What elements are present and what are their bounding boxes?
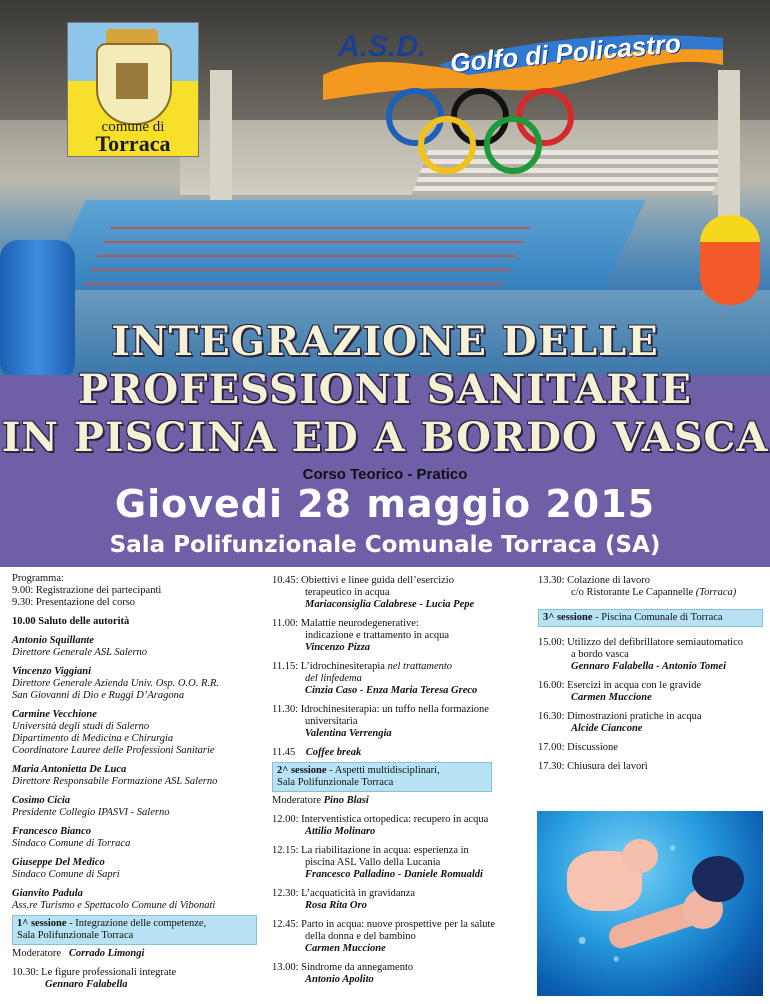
session-number: 1^ sessione	[17, 918, 67, 929]
speaker-name: Carmine Vecchione	[12, 709, 97, 720]
talk-speaker: Francesco Palladino - Daniele Romualdi	[305, 869, 483, 880]
session-number: 2^ sessione	[277, 765, 327, 776]
speaker-role: Università degli studi di Salerno	[12, 721, 150, 732]
program-column-3	[538, 575, 763, 773]
talk-title-cont: a bordo vasca	[571, 649, 629, 660]
underwater-photo	[537, 811, 763, 996]
float-toy	[700, 215, 760, 305]
speaker-name: Francesco Bianco	[12, 826, 92, 837]
moderator-label: Moderatore	[272, 795, 324, 806]
talk-title: 17.30: Chiusura dei lavori	[538, 761, 648, 772]
session-place: Sala Polifunzionale Torraca	[17, 930, 134, 941]
speaker-block	[12, 764, 257, 788]
olympic-rings-icon	[380, 85, 580, 180]
logo-line1: comune di	[101, 119, 165, 135]
talk-location: (Torraca)	[695, 587, 737, 598]
speaker-role: Coordinatore Lauree delle Professioni Sanitarie	[12, 745, 215, 756]
lane-ropes	[84, 215, 537, 285]
course-subtitle: Corso Teorico - Pratico	[302, 466, 468, 483]
speaker-block	[12, 795, 257, 819]
speaker-block	[12, 635, 257, 659]
speaker-role: Direttore Responsabile Formazione ASL Salerno	[12, 776, 218, 787]
event-venue: Sala Polifunzionale Comunale Torraca (SA)	[109, 532, 661, 558]
moderator-name: Corrado Limongi	[68, 948, 145, 959]
program-heading: Programma:	[12, 573, 64, 584]
talk-title: 11.15: L’idrochinesiterapia	[272, 661, 388, 672]
program-item: 10.00 Saluto delle autorità	[12, 616, 130, 627]
speaker-role: Presidente Collegio IPASVI - Salerno	[12, 807, 170, 818]
talk-speaker: Rosa Rita Oro	[305, 900, 367, 911]
talk-title: 10.45: Obiettivi e linee guida dell’esercizio	[272, 575, 454, 586]
talk-title-cont: della donna e del bambino	[305, 931, 416, 942]
break-time: 11.45	[272, 747, 296, 758]
title-line3: IN PISCINA ED A BORDO VASCA	[1, 414, 769, 461]
bubbles	[537, 811, 763, 996]
speaker-block	[12, 709, 257, 757]
speaker-role: Direttore Generale ASL Salerno	[12, 647, 148, 658]
session-box	[272, 762, 492, 792]
logo-line2: Torraca	[95, 131, 171, 156]
session-box	[538, 609, 763, 627]
title-line2: PROFESSIONI SANITARIE	[78, 366, 692, 413]
session-box	[12, 915, 257, 945]
talk-speaker: Vincenzo Pizza	[305, 642, 371, 653]
session-title: - Aspetti multidisciplinari,	[326, 765, 440, 776]
session-place: Sala Polifunzionale Torraca	[277, 777, 394, 788]
talk-title: 16.00: Esercizi in acqua con le gravide	[538, 680, 701, 691]
speaker-role: Dipartimento di Medicina e Chirurgia	[12, 733, 174, 744]
talk-title: 13.00: Sindrome da annegamento	[272, 962, 414, 973]
talk-speaker: Gennaro Falabella	[45, 979, 128, 990]
talk-title-cont: universitaria	[305, 716, 358, 727]
program-item: 9.00: Registrazione dei partecipanti	[12, 585, 162, 596]
speaker-block	[12, 666, 257, 702]
talk-title: 12.15: La riabilitazione in acqua: esperienza in	[272, 845, 469, 856]
speaker-name: Maria Antonietta De Luca	[12, 764, 127, 775]
talk-title: 12.45: Parto in acqua: nuove prospettive per la salute	[272, 919, 496, 930]
tower-icon	[116, 63, 148, 99]
speaker-block	[12, 857, 257, 881]
talk-title: 16.30: Dimostrazioni pratiche in acqua	[538, 711, 702, 722]
talk-speaker: Alcide Ciancone	[571, 723, 643, 734]
talk-speaker: Cinzia Caso - Enza Maria Teresa Greco	[305, 685, 478, 696]
title-line1: INTEGRAZIONE DELLE	[111, 318, 659, 365]
talk-title-cont: c/o Ristorante Le Capannelle	[571, 587, 696, 598]
talk-title-italic: nel trattamento	[387, 661, 453, 672]
talk-title: 17.00: Discussione	[538, 742, 618, 753]
club-prefix: A.S.D.	[338, 30, 427, 63]
speaker-role: Sindaco Comune di Sapri	[12, 869, 120, 880]
coffee-break: Coffee break	[305, 747, 362, 758]
talk-title-cont: piscina ASL Vallo della Lucania	[305, 857, 441, 868]
session-title: - Piscina Comunale di Torraca	[592, 612, 723, 623]
talk-speaker: Mariaconsiglia Calabrese - Lucia Pepe	[305, 599, 475, 610]
speaker-block	[12, 826, 257, 850]
talk-speaker: Carmen Muccione	[305, 943, 386, 954]
speaker-role: Direttore Generale Azienda Univ. Osp. O.O. R.R.	[12, 678, 220, 689]
speaker-name: Giuseppe Del Medico	[12, 857, 105, 868]
talk-title: 10.30: Le figure professionali integrate	[12, 967, 177, 978]
speaker-role: San Giovanni di Dio e Ruggi D’Aragona	[12, 690, 185, 701]
talk-speaker: Carmen Muccione	[571, 692, 652, 703]
club-name: Golfo di Policastro	[449, 27, 682, 79]
program-item: 9.30: Presentazione del corso	[12, 597, 136, 608]
talk-speaker: Antonio Apolito	[305, 974, 374, 985]
talk-title: 15.00: Utilizzo del defibrillatore semiautomatico	[538, 637, 743, 648]
speaker-name: Gianvito Padula	[12, 888, 83, 899]
speaker-role: Sindaco Comune di Torraca	[12, 838, 131, 849]
talk-speaker: Attilio Molinaro	[305, 826, 376, 837]
talk-title: 13.30: Colazione di lavoro	[538, 575, 650, 586]
speaker-block	[12, 888, 257, 912]
talk-speaker: Valentina Verrengia	[305, 728, 392, 739]
session-number: 3^ sessione	[543, 612, 593, 623]
talk-title-cont: del linfedema	[305, 673, 362, 684]
talk-title: 12.30: L’acquaticità in gravidanza	[272, 888, 416, 899]
session-title: - Integrazione delle competenze,	[66, 918, 207, 929]
comune-logo	[67, 22, 199, 157]
talk-title: 12.00: Interventistica ortopedica: recupero in acqua	[272, 814, 489, 825]
moderator-name: Pino Blasi	[323, 795, 369, 806]
speaker-role: Ass.re Turismo e Spettacolo Comune di Vibonati	[12, 900, 216, 911]
speaker-name: Antonio Squillante	[12, 635, 94, 646]
talk-title-cont: indicazione e trattamento in acqua	[305, 630, 450, 641]
talk-title-cont: terapeutico in acqua	[305, 587, 390, 598]
moderator-label: Moderatore	[12, 948, 61, 959]
speaker-name: Vincenzo Viggiani	[12, 666, 92, 677]
program-column-2	[272, 575, 522, 986]
talk-speaker: Gennaro Falabella - Antonio Tomei	[571, 661, 726, 672]
speaker-name: Cosimo Cicia	[12, 795, 71, 806]
program-column-1	[12, 573, 257, 991]
event-date: Giovedi 28 maggio 2015	[114, 482, 656, 526]
talk-title: 11.00: Malattie neurodegenerative:	[272, 618, 419, 629]
talk-title: 11.30: Idrochinesiterapia: un tuffo nella formazione	[272, 704, 489, 715]
